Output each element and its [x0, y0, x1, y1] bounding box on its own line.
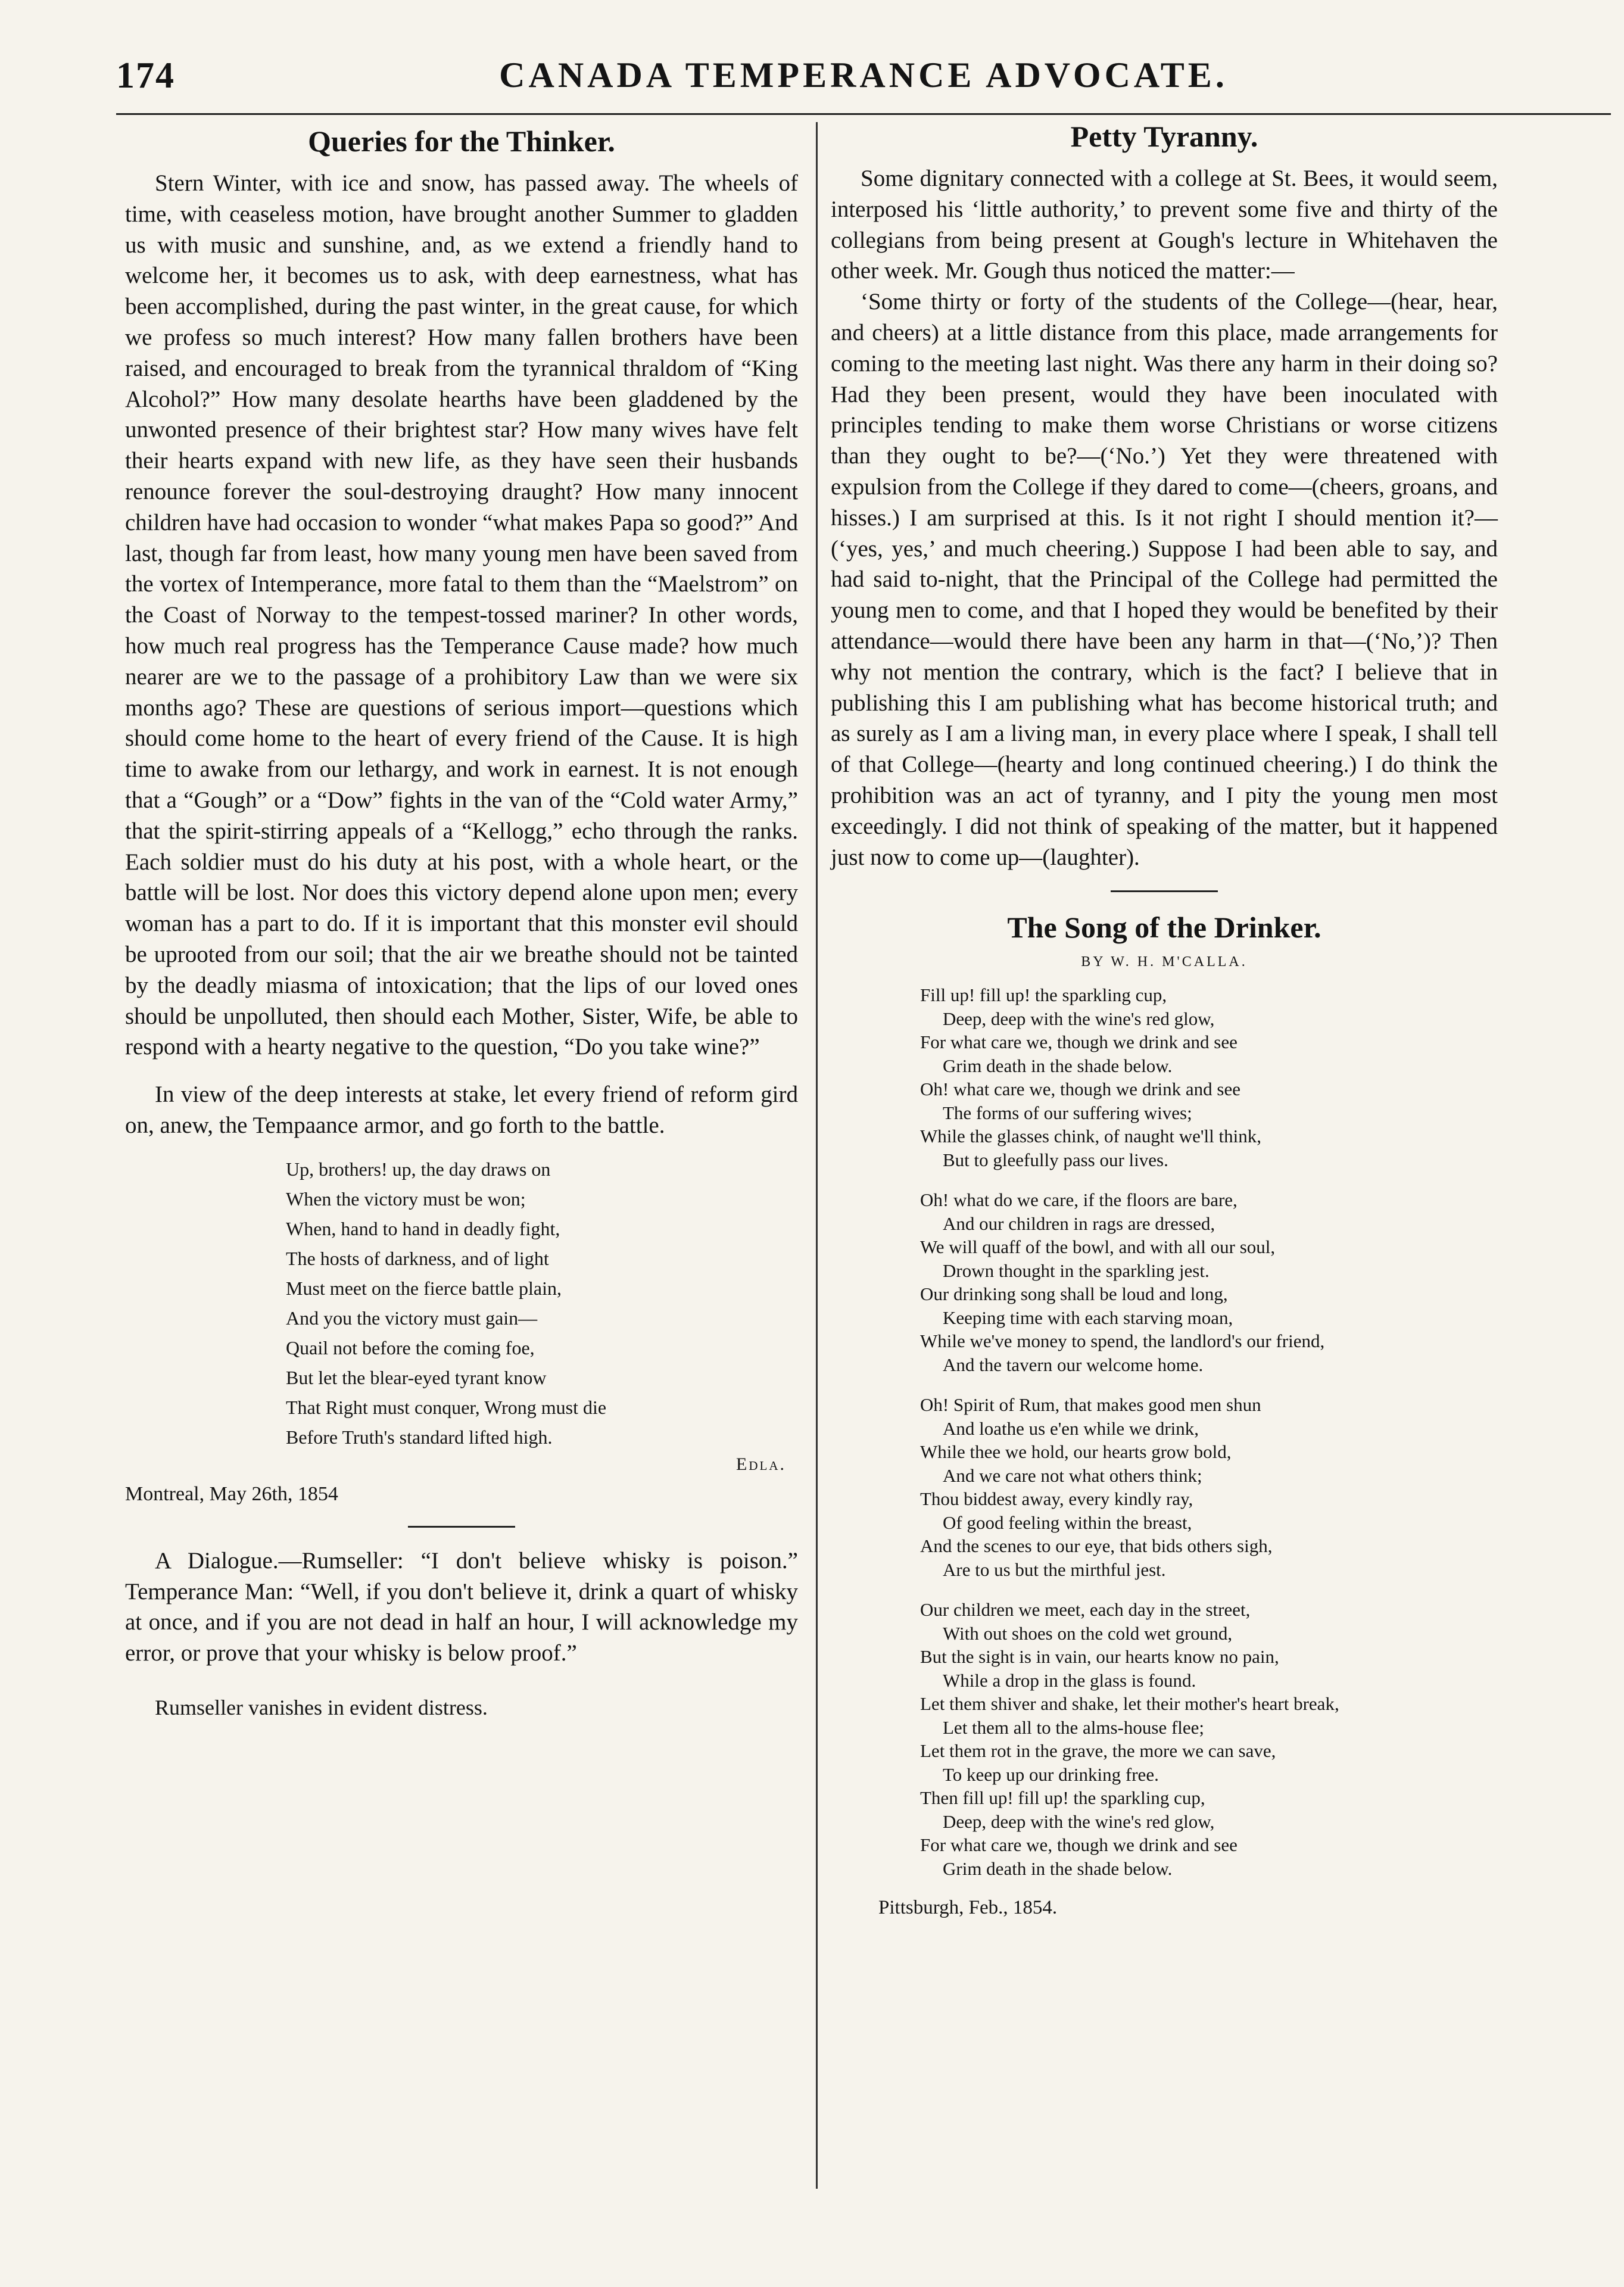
song-line: Deep, deep with the wine's red glow, [943, 1008, 1215, 1029]
left-column [125, 119, 798, 1724]
queries-paragraph-1: Stern Winter, with ice and snow, has passed away. The wheels of time, with ceaseless motion, have brought another Summer to gladden us with music and sunshine, and, as we extend a friendly hand to welcome her, it becomes us to ask, with deep earnestness, what has been accomplished, during the past winter, in the great cause, for which we profess so much interest? How many fallen brothers have been raised, and encouraged to break from the tyrannical thraldom of “King Alcohol?” How many desolate hearths have been gladdened by the unwonted presence of their brightest star? How many wives have felt their hearts expand with new life, as they have seen their husbands renounce forever the soul-destroying draught? How many innocent children have had occasion to wonder “what makes Papa so good?” And last, though far from least, how many young men have been saved from the vortex of Intemperance, more fatal to them than the “Maelstrom” on the Coast of Norway to the tempest-tossed mariner? In other words, how much real progress has the Temperance Cause made? how much nearer are we to the passage of a prohibitory Law than we were six months ago? These are questions of serious import—questions which should come home to the heart of every friend of the Cause. It is high time to awake from our lethargy, and work in earnest. It is not enough that a “Gough” or a “Dow” fights in the van of the “Cold water Army,” that the spirit-stirring appeals of a “Kellogg,” echo through the ranks. Each soldier must do his duty at his post, with a whole heart, or the battle will be lost. Nor does this victory depend alone upon men; every woman has a part to do. If it is important that this monster evil should be uprooted from our soil; that the air we breathe should not be tainted by the deadly miasma of intoxication; that the lips of our loved ones should be unpolluted, then should each Mother, Sister, Wife, be able to respond with a hearty negative to the question, “Do you take wine?” [125, 170, 798, 1060]
song-line: Drown thought in the sparkling jest. [943, 1260, 1210, 1281]
poem-line: Quail not before the coming foe, [286, 1336, 535, 1359]
poem-line: When, hand to hand in deadly fight, [286, 1217, 560, 1239]
header-rule [116, 113, 1611, 115]
poem-line: The hosts of darkness, and of light [286, 1247, 549, 1269]
song-line: Let them shiver and shake, let their mother's heart break, [920, 1693, 1339, 1715]
song-stanza [831, 1188, 1498, 1376]
song-line: Then fill up! fill up! the sparkling cup, [920, 1787, 1205, 1809]
song-line: And loathe us e'en while we drink, [943, 1417, 1199, 1439]
poem-line: That Right must conquer, Wrong must die [286, 1396, 607, 1418]
poem-line: Must meet on the fierce battle plain, [286, 1277, 562, 1299]
song-line: Deep, deep with the wine's red glow, [943, 1811, 1215, 1832]
song-line: Oh! what care we, though we drink and see [920, 1079, 1241, 1100]
song-line: Of good feeling within the breast, [943, 1512, 1192, 1533]
song-line: Oh! what do we care, if the floors are bare, [920, 1189, 1238, 1211]
poem-line: Before Truth's standard lifted high. [286, 1426, 553, 1448]
song-line: Grim death in the shade below. [943, 1858, 1173, 1879]
song-line: And our children in rags are dressed, [943, 1213, 1215, 1234]
song-line: Grim death in the shade below. [943, 1055, 1173, 1076]
song-line: While thee we hold, our hearts grow bold, [920, 1441, 1232, 1463]
song-line: The forms of our suffering wives; [943, 1102, 1192, 1123]
song-line: Our children we meet, each day in the street, [920, 1599, 1251, 1621]
song-line: To keep up our drinking free. [943, 1763, 1159, 1785]
right-column [831, 119, 1498, 1919]
song-line: We will quaff of the bowl, and with all our soul, [920, 1236, 1276, 1258]
song-line: Keeping time with each starving moan, [943, 1307, 1233, 1328]
tyranny-paragraph-2: ‘Some thirty or forty of the students of the College—(hear, hear, and cheers) at a little distance from this place, made arrangements for coming to the meeting last night. Was there any harm in their doing so? Had they been present, would they have been inoculated with principles tending to make them worse Christians or worse citizens than they ought to be?—(‘No.’) Yet they were threatened with expulsion from the College if they dared to come—(cheers, groans, and hisses.) I am surprised at this. Is it not right I should mention it?—(‘yes, yes,’ and much cheering.) Suppose I had been able to say, and had said to-night, that the Principal of the College had permitted the young men to come, and that I hoped they would be benefited by their attendance—would there have been any harm in that—(‘No,’)? Then why not mention the contrary, which is the fact? I believe that in publishing this I am publishing what has become historical truth; and as surely as I am a living man, in every place where I speak, I shall tell of that College—(hearty and long continued cheering.) I do think the prohibition was an act of tyranny, and I pity the young men most exceedingly. I did not think of speaking of the matter, but it happened just now to come up—(laughter). [831, 289, 1498, 870]
article-title-queries: Queries for the Thinker. [308, 124, 615, 158]
section-rule [1111, 890, 1218, 892]
page-header [116, 55, 1611, 104]
page-number: 174 [116, 55, 175, 96]
song-line: With out shoes on the cold wet ground, [943, 1622, 1233, 1644]
song-line: But the sight is in vain, our hearts know no pain, [920, 1646, 1279, 1668]
song-line: And the scenes to our eye, that bids others sigh, [920, 1535, 1273, 1557]
section-rule [408, 1526, 515, 1528]
dateline: Montreal, May 26th, 1854 [125, 1482, 338, 1505]
song-line: Let them all to the alms-house flee; [943, 1716, 1205, 1738]
column-divider [816, 122, 818, 2189]
author-signature: Edla. [736, 1454, 786, 1474]
song-stanza [831, 1598, 1498, 1880]
song-title: The Song of the Drinker. [1007, 911, 1321, 945]
song-line: Let them rot in the grave, the more we can save, [920, 1740, 1276, 1762]
dialogue-paragraph: A Dialogue.—Rumseller: “I don't believe whisky is poison.” Temperance Man: “Well, if you don't believe it, drink a quart of whisky at once, and if you are not dead in half an hour, I will acknowledge my error, or prove that your whisky is below proof.” [125, 1547, 798, 1666]
poem-line: But let the blear-eyed tyrant know [286, 1366, 547, 1388]
song-line: But to gleefully pass our lives. [943, 1149, 1168, 1170]
song-byline: BY W. H. M'CALLA. [1081, 954, 1248, 970]
queries-paragraph-2: In view of the deep interests at stake, let every friend of reform gird on, anew, the Tempaance armor, and go forth to the battle. [125, 1082, 798, 1138]
poem-line: Up, brothers! up, the day draws on [286, 1158, 551, 1180]
dialogue-closing: Rumseller vanishes in evident distress. [155, 1695, 488, 1719]
song-stanza [831, 1393, 1498, 1581]
song-line: And we care not what others think; [943, 1465, 1202, 1486]
song-line: While we've money to spend, the landlord's our friend, [920, 1331, 1325, 1352]
song-line: Fill up! fill up! the sparkling cup, [920, 984, 1167, 1006]
song-line: For what care we, though we drink and see [920, 1032, 1238, 1053]
song-place-date: Pittsburgh, Feb., 1854. [878, 1897, 1058, 1919]
song-line: While a drop in the glass is found. [943, 1669, 1196, 1691]
song-line: And the tavern our welcome home. [943, 1354, 1204, 1375]
song-line: Thou biddest away, every kindly ray, [920, 1488, 1193, 1510]
song-line: Our drinking song shall be loud and long, [920, 1283, 1228, 1305]
song-line: For what care we, though we drink and see [920, 1834, 1238, 1856]
song-line: Are to us but the mirthful jest. [943, 1559, 1166, 1580]
queries-poem [125, 1154, 798, 1452]
song-stanza [831, 983, 1498, 1171]
tyranny-paragraph-1: Some dignitary connected with a college at St. Bees, it would seem, interposed his ‘little authority,’ to prevent some five and thirty of the collegians from being present at Gough's lecture in Whitehaven the other week. Mr. Gough thus noticed the matter:— [831, 166, 1498, 284]
song-line: Oh! Spirit of Rum, that makes good men shun [920, 1394, 1261, 1416]
article-title-tyranny: Petty Tyranny. [1070, 120, 1258, 153]
poem-line: And you the victory must gain— [286, 1307, 538, 1329]
journal-title: CANADA TEMPERANCE ADVOCATE. [499, 55, 1228, 95]
song-line: While the glasses chink, of naught we'll think, [920, 1126, 1261, 1147]
poem-line: When the victory must be won; [286, 1188, 526, 1210]
